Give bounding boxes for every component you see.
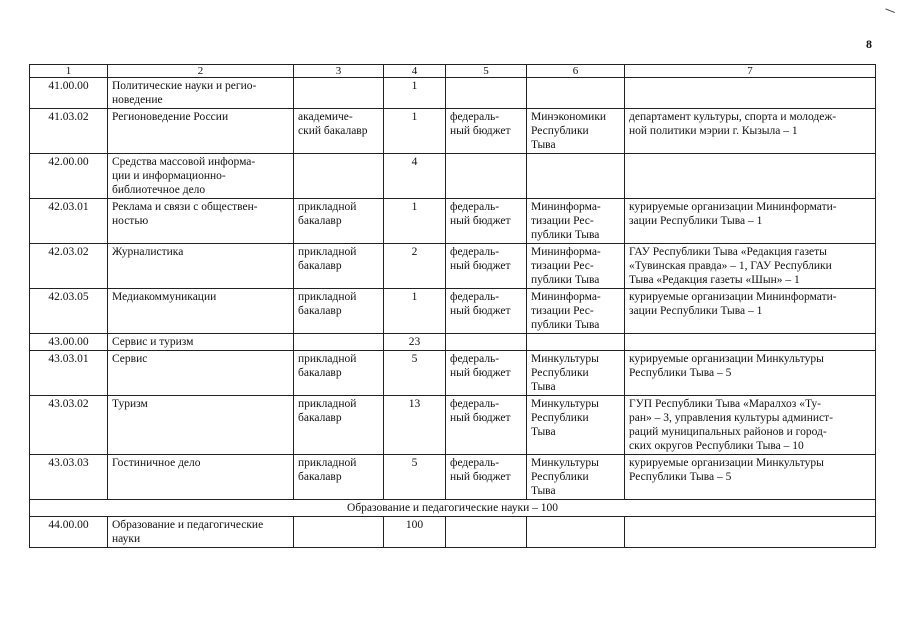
column-number: 6: [527, 65, 625, 78]
ministry-cell: Минкультуры Республики Тыва: [527, 455, 625, 500]
scan-mark: [883, 8, 895, 18]
column-number: 3: [294, 65, 384, 78]
qualification-level-cell: [294, 78, 384, 109]
specialty-name-cell: Туризм: [108, 396, 294, 455]
table-row: [30, 517, 876, 548]
employer-organizations-cell: курируемые организации Минкультуры Республики Тыва – 5: [625, 455, 876, 500]
employer-organizations-cell: ГУП Республики Тыва «Маралхоз «Ту- ран» – 3, управления культуры админист- раций муниципальных районов и город- ских округов Республики Тыва – 10: [625, 396, 876, 455]
funding-source-cell: федераль- ный бюджет: [446, 351, 527, 396]
employer-organizations-cell: [625, 517, 876, 548]
table-row: [30, 351, 876, 396]
places-count-cell: 100: [384, 517, 446, 548]
specialty-name-cell: Политические науки и регио- новедение: [108, 78, 294, 109]
specialty-code-cell: 41.03.02: [30, 109, 108, 154]
qualification-level-cell: [294, 334, 384, 351]
places-count-cell: 2: [384, 244, 446, 289]
qualification-level-cell: [294, 154, 384, 199]
section-heading-row: [30, 500, 876, 517]
funding-source-cell: [446, 78, 527, 109]
funding-source-cell: федераль- ный бюджет: [446, 109, 527, 154]
specialty-name-cell: Регионоведение России: [108, 109, 294, 154]
table-body: [30, 78, 876, 548]
ministry-cell: Минэкономики Республики Тыва: [527, 109, 625, 154]
places-count-cell: 5: [384, 455, 446, 500]
qualification-level-cell: академиче- ский бакалавр: [294, 109, 384, 154]
employer-organizations-cell: [625, 334, 876, 351]
funding-source-cell: федераль- ный бюджет: [446, 289, 527, 334]
specialty-name-cell: Журналистика: [108, 244, 294, 289]
specialty-code-cell: 41.00.00: [30, 78, 108, 109]
qualification-level-cell: прикладной бакалавр: [294, 396, 384, 455]
places-count-cell: 23: [384, 334, 446, 351]
employer-organizations-cell: курируемые организации Мининформати- зации Республики Тыва – 1: [625, 289, 876, 334]
specialty-code-cell: 42.03.01: [30, 199, 108, 244]
qualification-level-cell: [294, 517, 384, 548]
specialty-name-cell: Реклама и связи с обществен- ностью: [108, 199, 294, 244]
funding-source-cell: [446, 154, 527, 199]
table-row: [30, 154, 876, 199]
ministry-cell: [527, 154, 625, 199]
places-count-cell: 1: [384, 199, 446, 244]
column-number: 1: [30, 65, 108, 78]
table-row: [30, 244, 876, 289]
ministry-cell: [527, 78, 625, 109]
places-count-cell: 5: [384, 351, 446, 396]
employer-organizations-cell: ГАУ Республики Тыва «Редакция газеты «Тувинская правда» – 1, ГАУ Республики Тыва «Редакция газеты «Шын» – 1: [625, 244, 876, 289]
specialty-name-cell: Гостиничное дело: [108, 455, 294, 500]
qualification-level-cell: прикладной бакалавр: [294, 351, 384, 396]
funding-source-cell: федераль- ный бюджет: [446, 199, 527, 244]
ministry-cell: [527, 517, 625, 548]
table-row: [30, 78, 876, 109]
specialty-name-cell: Медиакоммуникации: [108, 289, 294, 334]
ministry-cell: Мининформа- тизации Рес- публики Тыва: [527, 289, 625, 334]
specialties-table: [29, 64, 876, 548]
employer-organizations-cell: департамент культуры, спорта и молодеж- ной политики мэрии г. Кызыла – 1: [625, 109, 876, 154]
specialty-code-cell: 43.03.03: [30, 455, 108, 500]
column-number: 4: [384, 65, 446, 78]
funding-source-cell: федераль- ный бюджет: [446, 455, 527, 500]
specialty-name-cell: Средства массовой информа- ции и информационно- библиотечное дело: [108, 154, 294, 199]
ministry-cell: Минкультуры Республики Тыва: [527, 396, 625, 455]
table-row: [30, 455, 876, 500]
specialty-code-cell: 44.00.00: [30, 517, 108, 548]
page-number: 8: [866, 37, 872, 51]
funding-source-cell: [446, 334, 527, 351]
places-count-cell: 1: [384, 78, 446, 109]
table-row: [30, 334, 876, 351]
employer-organizations-cell: курируемые организации Минкультуры Республики Тыва – 5: [625, 351, 876, 396]
places-count-cell: 1: [384, 289, 446, 334]
qualification-level-cell: прикладной бакалавр: [294, 455, 384, 500]
column-number: 5: [446, 65, 527, 78]
employer-organizations-cell: курируемые организации Мининформати- зации Республики Тыва – 1: [625, 199, 876, 244]
specialty-code-cell: 42.00.00: [30, 154, 108, 199]
ministry-cell: Минкультуры Республики Тыва: [527, 351, 625, 396]
column-number: 7: [625, 65, 876, 78]
specialty-code-cell: 43.03.01: [30, 351, 108, 396]
specialty-code-cell: 43.00.00: [30, 334, 108, 351]
specialty-code-cell: 42.03.02: [30, 244, 108, 289]
places-count-cell: 1: [384, 109, 446, 154]
specialty-name-cell: Сервис: [108, 351, 294, 396]
qualification-level-cell: прикладной бакалавр: [294, 244, 384, 289]
employer-organizations-cell: [625, 78, 876, 109]
funding-source-cell: федераль- ный бюджет: [446, 396, 527, 455]
specialty-name-cell: Сервис и туризм: [108, 334, 294, 351]
qualification-level-cell: прикладной бакалавр: [294, 199, 384, 244]
column-number: 2: [108, 65, 294, 78]
ministry-cell: Мининформа- тизации Рес- публики Тыва: [527, 244, 625, 289]
funding-source-cell: [446, 517, 527, 548]
ministry-cell: Мининформа- тизации Рес- публики Тыва: [527, 199, 625, 244]
section-heading: Образование и педагогические науки – 100: [30, 500, 876, 517]
funding-source-cell: федераль- ный бюджет: [446, 244, 527, 289]
specialty-code-cell: 42.03.05: [30, 289, 108, 334]
employer-organizations-cell: [625, 154, 876, 199]
specialty-code-cell: 43.03.02: [30, 396, 108, 455]
table-row: [30, 289, 876, 334]
column-number-row: [30, 65, 876, 78]
table-row: [30, 396, 876, 455]
places-count-cell: 4: [384, 154, 446, 199]
table-row: [30, 199, 876, 244]
specialty-name-cell: Образование и педагогические науки: [108, 517, 294, 548]
ministry-cell: [527, 334, 625, 351]
table-row: [30, 109, 876, 154]
places-count-cell: 13: [384, 396, 446, 455]
qualification-level-cell: прикладной бакалавр: [294, 289, 384, 334]
